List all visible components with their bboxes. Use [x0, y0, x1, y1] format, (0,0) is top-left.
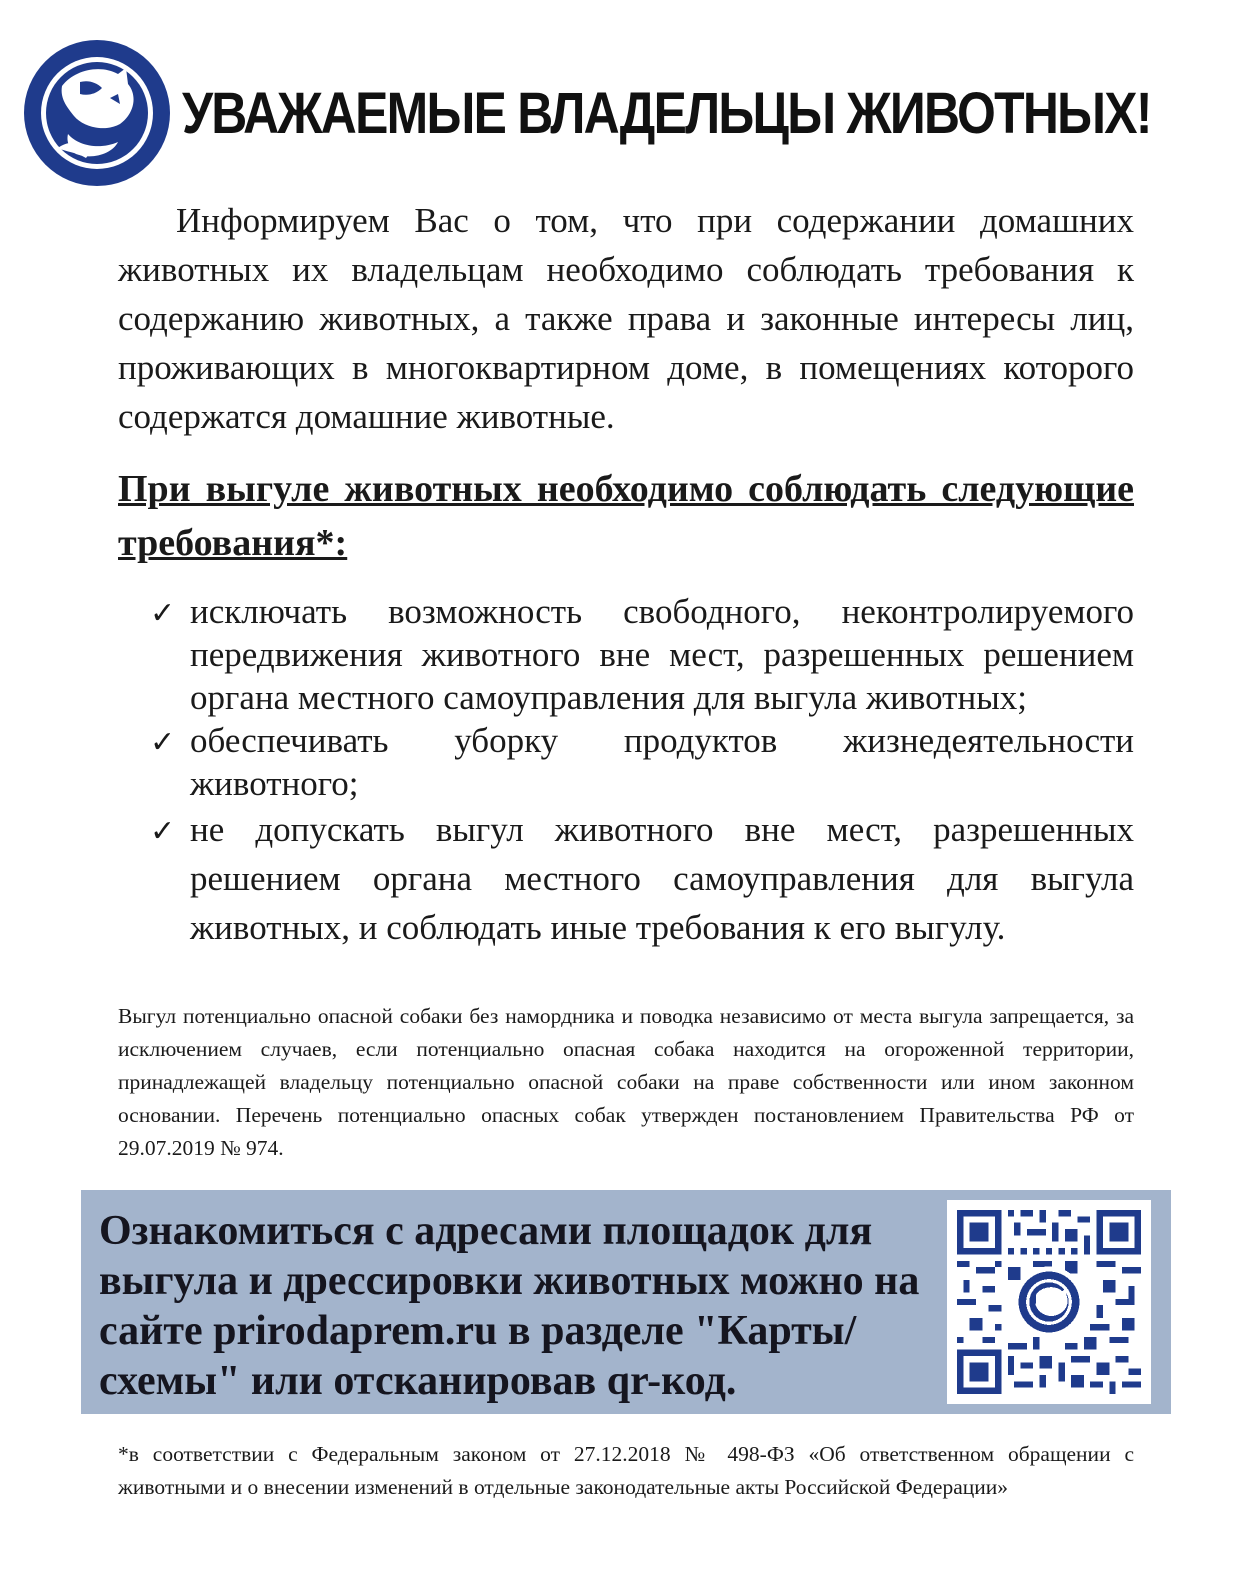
- list-item: [150, 590, 1134, 719]
- requirements-heading: При выгуле животных необходимо соблюдать следующие требования*:: [118, 468, 1134, 564]
- qr-code[interactable]: [947, 1200, 1151, 1404]
- info-box-text: Ознакомиться с адресами площадок для выгула и дрессировки животных можно на сайте prirodaprem.ru в разделе "Карты/схемы" или отсканировав qr-код.: [99, 1208, 920, 1404]
- logo: [22, 38, 172, 188]
- checkmark-icon: ✓: [150, 814, 176, 849]
- list-item-text: не допускать выгул животного вне мест, разрешенных решением органа местного самоуправления для выгула животных, и соблюдать иные требования к его выгулу.: [190, 810, 1134, 947]
- list-item-text: исключать возможность свободного, неконтролируемого передвижения животного вне мест, разрешенных решением органа местного самоуправления для выгула животных;: [190, 592, 1134, 717]
- requirements-list: [150, 590, 1134, 952]
- list-item-text: обеспечивать уборку продуктов жизнедеятельности животного;: [190, 721, 1134, 803]
- intro-paragraph: Информируем Вас о том, что при содержании домашних животных их владельцам необходимо соблюдать требования к содержанию животных, а также права и законные интересы лиц, проживающих в многоквартирном доме, в помещениях которого содержатся домашние животные.: [118, 201, 1134, 436]
- qr-code-icon: [957, 1210, 1141, 1394]
- list-item: [150, 805, 1134, 952]
- page-title: УВАЖАЕМЫЕ ВЛАДЕЛЬЦЫ ЖИВОТНЫХ!: [182, 81, 1151, 146]
- checkmark-icon: ✓: [150, 596, 176, 631]
- info-box: [81, 1190, 1171, 1414]
- footnote: *в соответствии с Федеральным законом от 27.12.2018 № 498-ФЗ «Об ответственном обращении с животными и о внесении изменений в отдельные законодательные акты Российской Федерации»: [118, 1442, 1134, 1499]
- list-item: [150, 719, 1134, 805]
- checkmark-icon: ✓: [150, 725, 176, 760]
- cat-dog-hand-logo-icon: [22, 38, 172, 188]
- dangerous-dog-note: Выгул потенциально опасной собаки без намордника и поводка независимо от места выгула запрещается, за исключением случаев, если потенциально опасная собака находится на огороженной территории, принадлежащей владельцу потенциально опасной собаки на праве собственности или ином законном основании. Перечень потенциально опасных собак утвержден постановлением Правительства РФ от 29.07.2019 № 974.: [118, 1004, 1134, 1160]
